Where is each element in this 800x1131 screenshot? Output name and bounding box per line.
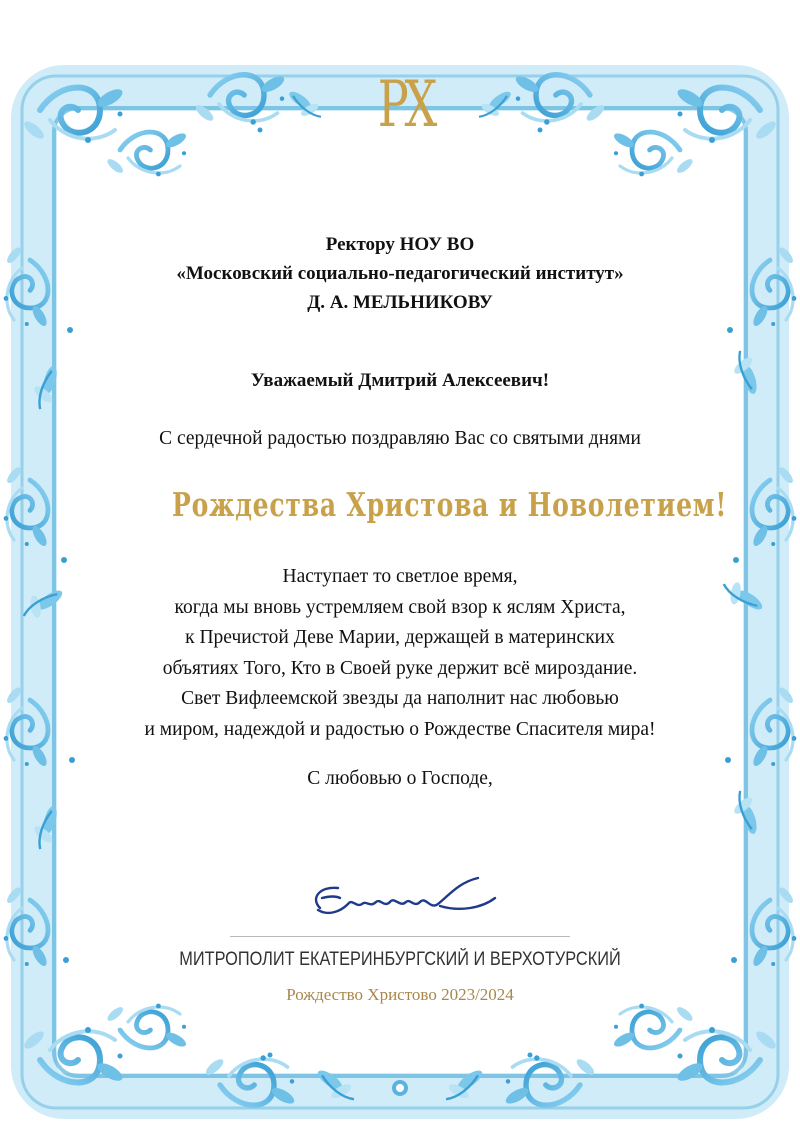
signature-divider [230, 936, 570, 937]
message-line: Свет Вифлеемской звезды да наполнит нас любовью [181, 688, 619, 709]
rx-monogram-logo: РХ [377, 68, 433, 142]
addressee-position: Ректору НОУ ВО [325, 234, 475, 255]
holiday-heading: Рождества Христова и Новолетием! [172, 485, 728, 524]
addressee-block [100, 230, 700, 317]
addressee-name: Д. А. МЕЛЬНИКОВУ [307, 292, 493, 313]
message-line: объятиях Того, Кто в Своей руке держит всё мироздание. [162, 657, 638, 679]
message-line: и миром, надеждой и радостью о Рождестве Спасителя мира! [144, 718, 656, 740]
date-line: Рождество Христово 2023/2024 [286, 985, 514, 1004]
handwritten-signature [300, 868, 500, 928]
greeting: Уважаемый Дмитрий Алексеевич! [250, 370, 550, 391]
addressee-institution: «Московский социально-педагогический институт» [176, 263, 624, 284]
message-line: к Пречистой Деве Марии, держащей в материнских [185, 627, 615, 648]
intro-line: С сердечной радостью поздравляю Вас со святыми днями [159, 428, 641, 449]
message-body [80, 562, 720, 745]
signer-title: МИТРОПОЛИТ ЕКАТЕРИНБУРГСКИЙ И ВЕРХОТУРСКИЙ [179, 949, 621, 970]
closing-line: С любовью о Господе, [307, 768, 493, 789]
message-line: Наступает то светлое время, [282, 566, 518, 587]
message-line: когда мы вновь устремляем свой взор к яслям Христа, [174, 596, 626, 618]
